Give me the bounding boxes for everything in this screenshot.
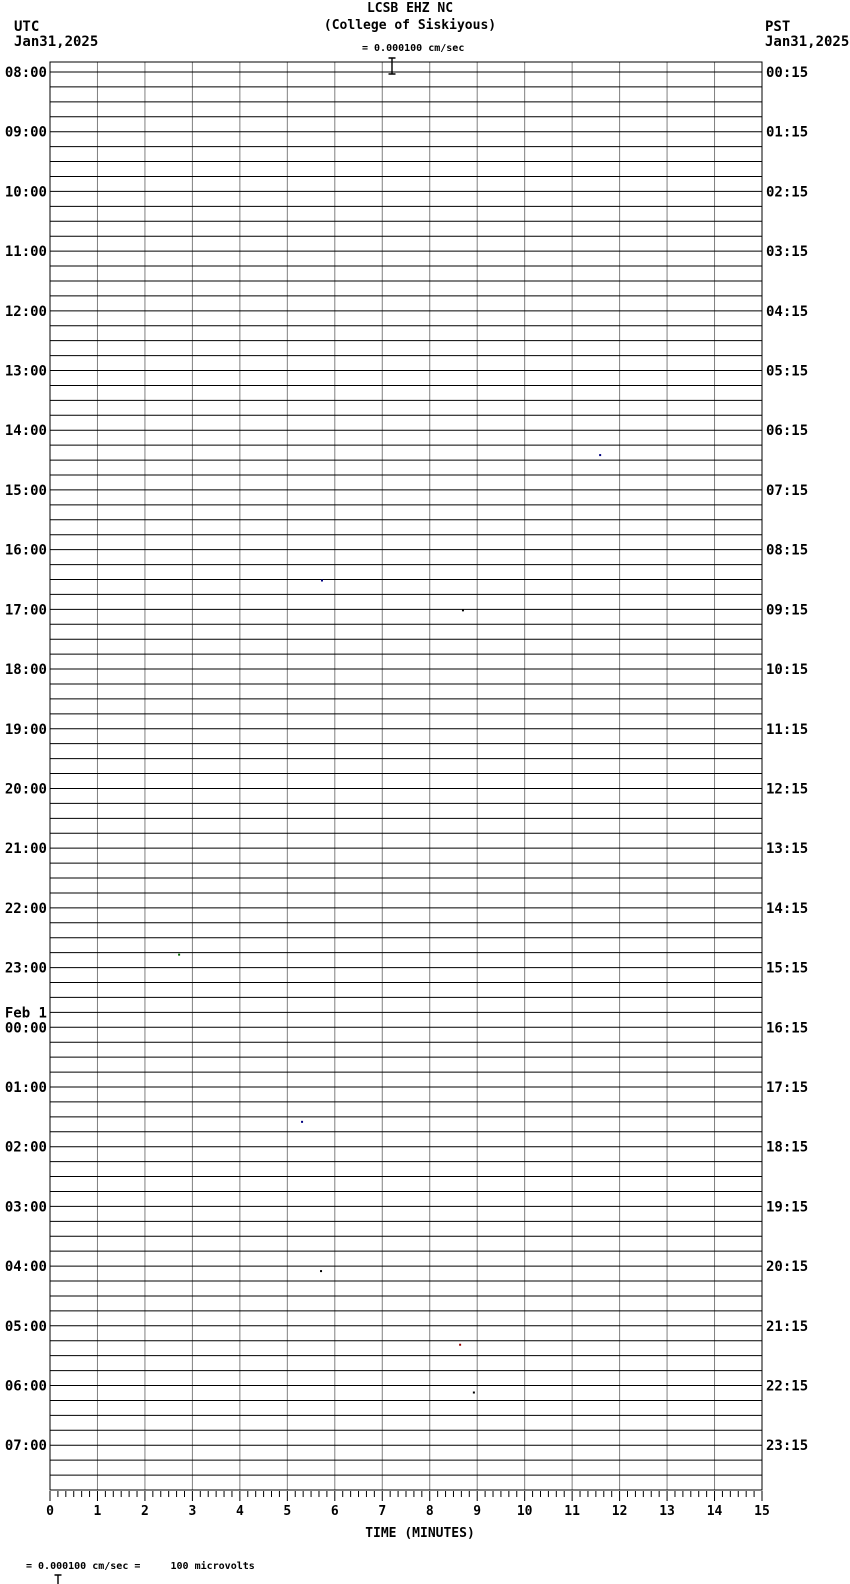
pst-hour-label: 12:15 [766,781,809,798]
pst-hour-label: 03:15 [766,244,809,261]
event-mark [459,1344,461,1346]
utc-date: Jan31,2025 [14,34,99,50]
pst-timezone-label: PST [765,19,791,35]
x-axis-tick-labels [46,1504,770,1519]
pst-hour-label: 18:15 [766,1139,809,1156]
utc-hour-label: 15:00 [4,482,47,499]
pst-hour-label: 22:15 [766,1378,809,1395]
event-mark [320,1270,322,1272]
x-tick-label: 11 [564,1504,580,1519]
utc-hour-label: 13:00 [4,363,47,380]
station-code-title: LCSB EHZ NC [366,1,454,16]
x-tick-label: 5 [283,1504,292,1519]
event-mark [321,579,323,581]
pst-hour-label: 20:15 [766,1259,809,1276]
minute-gridlines [97,62,714,1490]
x-tick-label: 1 [93,1504,102,1519]
event-mark [462,609,464,611]
utc-timezone-label: UTC [14,19,40,35]
pst-hour-label: 21:15 [766,1318,809,1335]
pst-hour-label: 05:15 [766,363,809,380]
x-tick-label: 3 [188,1504,197,1519]
x-tick-label: 14 [706,1504,723,1519]
x-tick-label: 6 [330,1504,339,1519]
utc-hour-label: 17:00 [4,602,47,619]
pst-hour-label: 23:15 [766,1438,809,1455]
pst-hour-label: 16:15 [766,1020,809,1037]
x-tick-label: 2 [141,1504,149,1519]
trace-rows [50,72,762,1490]
utc-hour-label: 19:00 [4,721,47,738]
x-tick-label: 10 [516,1504,533,1519]
utc-hour-label: 05:00 [4,1318,47,1335]
utc-hour-label: 04:00 [4,1259,47,1276]
x-axis-title: TIME (MINUTES) [365,1526,475,1541]
x-tick-label: 8 [425,1504,434,1519]
x-tick-label: 9 [473,1504,482,1519]
pst-hour-label: 11:15 [766,721,809,738]
event-mark [599,454,601,456]
pst-hour-label: 09:15 [766,602,809,619]
pst-hour-label: 15:15 [766,960,809,977]
pst-hour-label: 04:15 [766,303,809,320]
utc-hour-label: 08:00 [4,65,47,81]
footer-scale-note: = 0.000100 cm/sec = 100 microvolts [26,1561,255,1572]
utc-hour-label: 11:00 [4,244,47,261]
pst-hour-label: 01:15 [766,124,809,141]
pst-hour-label: 06:15 [766,423,809,440]
x-tick-label: 15 [754,1504,770,1519]
pst-hour-label: 10:15 [766,662,809,679]
event-mark [178,954,180,956]
utc-hour-label: 12:00 [4,303,47,320]
event-marks [178,454,601,1393]
x-tick-label: 13 [659,1504,675,1519]
day-change-label: Feb 1 [4,1005,47,1022]
utc-hour-label: 00:00 [4,1020,47,1037]
utc-hour-label: 22:00 [4,900,47,917]
pst-hour-labels [766,65,808,1454]
utc-hour-label: 09:00 [4,124,47,141]
x-tick-label: 4 [235,1504,244,1519]
pst-hour-label: 14:15 [766,900,809,917]
x-tick-label: 0 [46,1504,54,1519]
pst-hour-label: 19:15 [766,1199,809,1216]
event-mark [301,1121,303,1123]
utc-hour-label: 06:00 [4,1378,47,1395]
utc-hour-label: 23:00 [4,960,47,977]
utc-hour-label: 01:00 [4,1079,47,1096]
utc-hour-label: 10:00 [4,184,47,201]
pst-hour-label: 17:15 [766,1079,809,1096]
utc-hour-labels [5,65,47,1454]
plot-frame [50,62,762,1490]
utc-hour-label: 07:00 [4,1438,47,1455]
pst-hour-label: 07:15 [766,482,809,499]
utc-hour-label: 03:00 [4,1199,47,1216]
utc-hour-label: 20:00 [4,781,47,798]
pst-hour-label: 00:15 [766,65,809,81]
utc-hour-label: 02:00 [4,1139,47,1156]
x-tick-label: 7 [378,1504,387,1519]
event-mark [473,1392,475,1394]
pst-hour-label: 13:15 [766,841,809,858]
pst-hour-label: 08:15 [766,542,809,559]
pst-date: Jan31,2025 [765,34,850,50]
amplitude-scale-text: = 0.000100 cm/sec [362,43,465,54]
pst-hour-label: 02:15 [766,184,809,201]
utc-hour-label: 16:00 [4,542,47,559]
x-tick-label: 12 [611,1504,628,1519]
station-name-title: (College of Siskiyous) [323,18,497,33]
utc-hour-label: 18:00 [4,662,47,679]
utc-hour-label: 21:00 [4,841,47,858]
x-axis-ticks [50,1491,762,1501]
utc-hour-label: 14:00 [4,423,47,440]
